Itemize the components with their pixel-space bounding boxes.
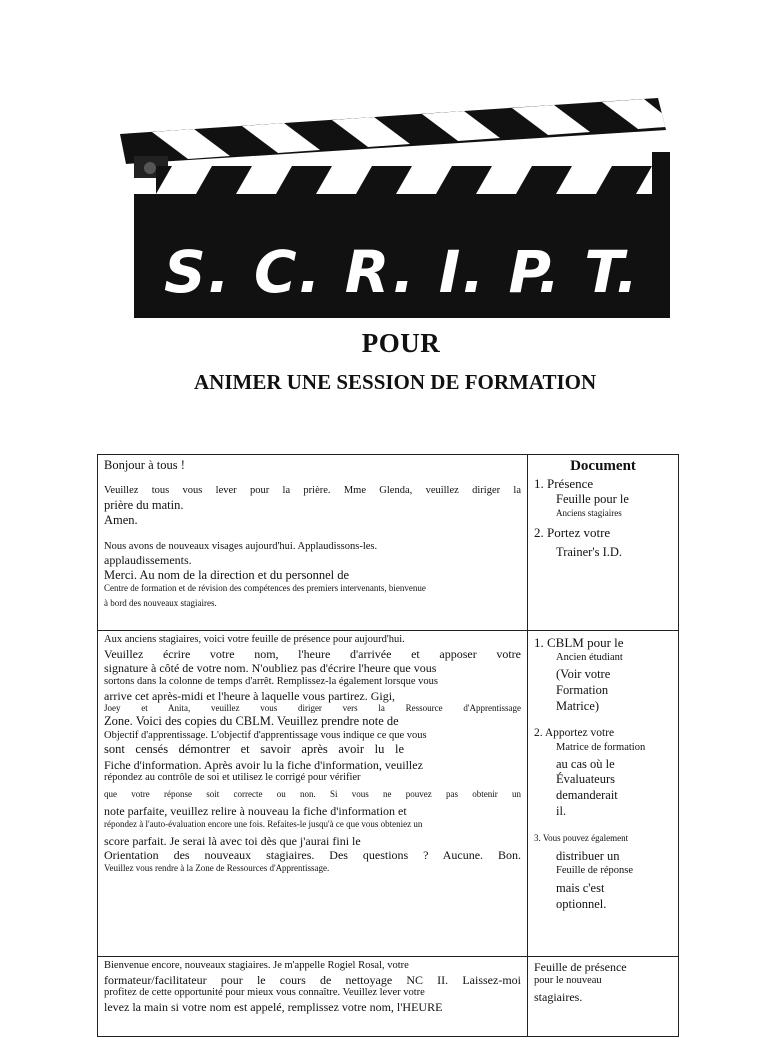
- script-line: Fiche d'information. Après avoir lu la fiche d'information, veuillez: [104, 757, 423, 772]
- document-item: Évaluateurs: [556, 772, 616, 787]
- document-cell: [528, 455, 679, 631]
- script-line: Merci. Au nom de la direction et du personnel de: [104, 567, 350, 582]
- script-cell: [98, 957, 528, 1037]
- table-row: [98, 455, 679, 631]
- document-item: Ancien étudiant: [556, 652, 623, 664]
- script-line: sortons dans la colonne de temps d'arrêt. Remplissez-la également lorsque vous: [104, 676, 439, 688]
- table-row: [98, 957, 679, 1037]
- document-item: mais c'est: [556, 881, 605, 896]
- document-item: Feuille pour le: [556, 492, 629, 507]
- table-row: [98, 631, 679, 957]
- page-title-pour: POUR: [361, 328, 441, 358]
- script-line: score parfait. Je serai là avec toi dès que j'aurai fini le: [104, 833, 361, 848]
- script-line: Veuillez tous vous lever pour la prière. Mme Glenda, veuillez diriger la: [104, 485, 521, 497]
- script-line: Objectif d'apprentissage. L'objectif d'apprentissage vous indique ce que vous: [104, 729, 427, 741]
- script-line: formateur/facilitateur pour le cours de nettoyage NC II. Laissez-moi: [104, 972, 521, 987]
- document-item: demanderait: [556, 788, 618, 802]
- script-line: Nous avons de nouveaux visages aujourd'hui. Applaudissons-les.: [104, 540, 378, 552]
- script-line: profitez de cette opportunité pour mieux vous connaître. Veuillez lever votre: [104, 987, 425, 999]
- document-item: Matrice): [556, 698, 600, 713]
- document-item: au cas où le: [556, 756, 615, 771]
- page-title-main: ANIMER UNE SESSION DE FORMATION: [194, 370, 597, 394]
- script-line: Veuillez écrire votre nom, l'heure d'arrivée et apposer votre: [104, 646, 521, 661]
- document-item: Matrice de formation: [556, 741, 646, 753]
- document-item: stagiaires.: [534, 990, 583, 1005]
- script-line: à bord des nouveaux stagiaires.: [104, 598, 217, 609]
- script-cell: [98, 631, 528, 957]
- document-cell: [528, 631, 679, 957]
- document-heading: Document: [570, 458, 636, 474]
- document-item: Anciens stagiaires: [556, 507, 622, 518]
- script-line: répondez à l'auto-évaluation encore une fois. Refaites-le jusqu'à ce que vous obteniez un: [104, 818, 423, 829]
- document-item: optionnel.: [556, 896, 607, 911]
- document-item: il.: [556, 803, 567, 818]
- script-line: Orientation des nouveaux stagiaires. Des questions ? Aucune. Bon.: [104, 848, 521, 863]
- document-item: 1. Présence: [534, 476, 594, 491]
- document-item: Formation: [556, 683, 609, 697]
- script-line: Aux anciens stagiaires, voici votre feuille de présence pour aujourd'hui.: [104, 634, 405, 645]
- script-line: que votre réponse soit correcte ou non. Si vous ne pouvez pas obtenir un: [104, 789, 521, 800]
- script-line: Amen.: [104, 513, 138, 528]
- script-line: Joey et Anita, veuillez vous diriger vers la Ressource d'Apprentissage: [104, 703, 521, 714]
- script-line: signature à côté de votre nom. N'oubliez pas d'écrire l'heure que vous: [104, 661, 437, 676]
- document-item: 1. CBLM pour le: [534, 635, 624, 650]
- clapper-script-text: S. C. R. I. P. T.: [163, 238, 641, 306]
- script-line: Bienvenue encore, nouveaux stagiaires. Je m'appelle Rogiel Rosal, votre: [104, 960, 409, 971]
- document-item: distribuer un: [556, 848, 620, 863]
- document-item: 3. Vous pouvez également: [534, 833, 629, 844]
- script-line: note parfaite, veuillez relire à nouveau la fiche d'information et: [104, 804, 407, 819]
- clapperboard-logo: [112, 92, 678, 322]
- script-line: arrive cet après-midi et l'heure à laquelle vous partirez. Gigi,: [104, 688, 396, 703]
- document-item: (Voir votre: [556, 667, 611, 682]
- document-item: Trainer's I.D.: [556, 545, 623, 560]
- script-line: Bonjour à tous !: [104, 458, 185, 472]
- script-line: Centre de formation et de révision des compétences des premiers intervenants, bienvenue: [104, 583, 426, 594]
- script-cell: [98, 455, 528, 631]
- script-line: levez la main si votre nom est appelé, remplissez votre nom, l'HEURE: [104, 1000, 443, 1015]
- document-item: Feuille de réponse: [556, 865, 633, 877]
- script-line: Veuillez vous rendre à la Zone de Ressources d'Apprentissage.: [104, 862, 330, 873]
- document-cell: [528, 957, 679, 1037]
- document-item: 2. Apportez votre: [534, 727, 615, 740]
- script-table: [97, 454, 679, 1037]
- document-item: pour le nouveau: [534, 974, 602, 986]
- script-line: Zone. Voici des copies du CBLM. Veuillez prendre note de: [104, 714, 399, 729]
- script-line: répondez au contrôle de soi et utilisez le corrigé pour vérifier: [104, 772, 361, 784]
- script-line: prière du matin.: [104, 498, 184, 513]
- document-item: 2. Portez votre: [534, 525, 611, 541]
- script-line: sont censés démontrer et savoir après avoir lu le: [104, 742, 404, 757]
- document-item: Feuille de présence: [534, 960, 627, 974]
- script-line: applaudissements.: [104, 553, 192, 568]
